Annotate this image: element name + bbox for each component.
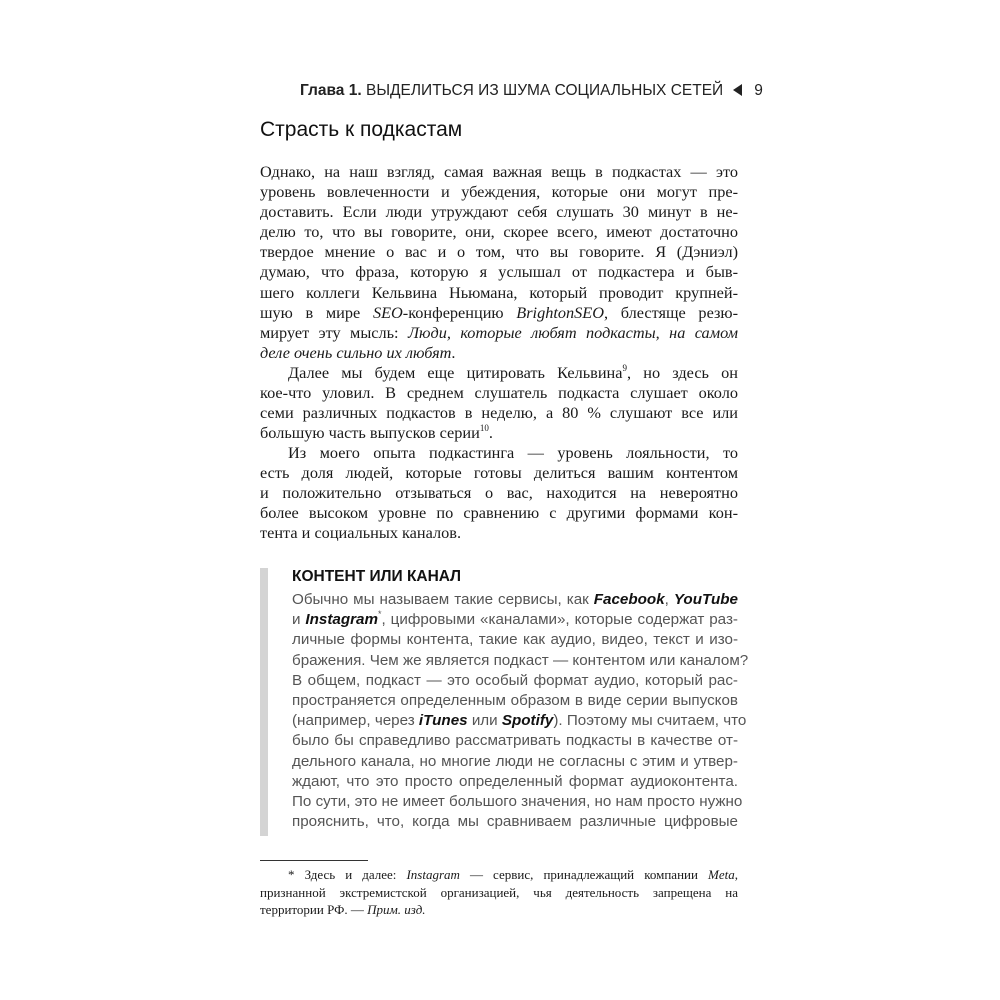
text-run: ). Поэтому мы считаем, что: [553, 712, 747, 730]
text-line: [260, 866, 738, 884]
text-run: пространяется определенным образом в виде серии выпусков: [292, 691, 738, 709]
text-line: [260, 182, 738, 202]
text-run: большую часть выпусков серии: [260, 423, 480, 443]
text-line: [260, 323, 738, 343]
paragraph-2: [260, 363, 738, 443]
text-line: [260, 202, 738, 222]
text-line: [292, 671, 738, 691]
text-line: [260, 901, 738, 919]
footnote-rule: [260, 860, 368, 861]
text-run: личные формы контента, такие как аудио, видео, текст и изо-: [292, 631, 738, 649]
sidebar-heading: КОНТЕНТ ИЛИ КАНАЛ: [292, 568, 462, 585]
text-run: Обычно мы называем такие сервисы, как: [292, 591, 594, 608]
text-line: [260, 162, 738, 182]
text-line: [292, 610, 738, 630]
text-line: [260, 303, 738, 323]
text-run: По сути, это не имеет большого значения, но нам просто нужно: [292, 792, 743, 810]
text-line: [260, 262, 738, 282]
text-line: [292, 691, 738, 711]
text-run: более высоком уровне по сравнению с другими формами кон-: [260, 503, 738, 523]
text-run: -конференцию: [402, 302, 517, 322]
text-run: Далее мы будем еще цитировать Кельвина: [288, 363, 623, 382]
text-line: [292, 630, 738, 650]
text-run: SEO: [372, 302, 403, 322]
text-run: и: [292, 611, 306, 629]
text-run: Из моего опыта подкастинга — уровень лояльности, то: [288, 443, 738, 462]
text-line: [260, 363, 738, 383]
text-run: семи различных подкастов в неделю, а 80 % слушают все или: [260, 403, 738, 423]
text-line: [260, 483, 738, 503]
text-line: [292, 812, 738, 832]
text-line: [292, 792, 743, 812]
text-run: BrightonSEO: [516, 302, 604, 322]
text-run: (например, через: [292, 712, 419, 730]
text-run: было бы справедливо рассматривать подкасты в качестве от-: [292, 732, 738, 750]
text-run: прояснить, что, когда мы сравниваем различные цифровые: [292, 813, 738, 831]
text-run: есть доля людей, которые готовы делиться вашим контентом: [260, 463, 738, 483]
text-line: [260, 884, 738, 902]
text-run: доставить. Если люди утруждают себя слушать 30 минут в не-: [260, 202, 738, 222]
text-line: [292, 731, 738, 751]
section-title: Страсть к подкастам: [260, 118, 463, 141]
text-run: * Здесь и далее:: [288, 867, 407, 882]
text-run: шую в мире: [260, 302, 373, 322]
text-run: Meta: [708, 867, 735, 882]
text-line: [260, 443, 738, 463]
text-line: [260, 222, 738, 242]
text-line: [260, 423, 738, 443]
paragraph-1: [260, 162, 738, 363]
text-run: В общем, подкаст — это особый формат аудио, который рас-: [292, 671, 738, 689]
page-number: 9: [754, 82, 763, 99]
footnote: [260, 866, 738, 919]
text-line: [260, 383, 738, 403]
text-run: ждают, что это просто определенный формат аудиоконтента.: [292, 772, 738, 790]
text-run: или: [467, 712, 502, 730]
chapter-title: ВЫДЕЛИТЬСЯ ИЗ ШУМА СОЦИАЛЬНЫХ СЕТЕЙ: [365, 82, 724, 99]
text-line: [260, 242, 738, 262]
text-run: Spotify: [501, 712, 554, 730]
text-run: кое-что уловил. В среднем слушатель подкаста слушает около: [260, 383, 738, 403]
text-run: , блестяще резю-: [604, 302, 739, 322]
text-run: дельного канала, но многие люди не согласны с этим и утвер-: [292, 752, 738, 770]
text-line: [292, 590, 738, 610]
text-run: .: [451, 342, 456, 362]
footnote-marker: 9: [622, 363, 627, 373]
text-line: [292, 772, 738, 792]
text-run: уровень вовлеченности и убеждения, которые они могут пре-: [260, 182, 738, 202]
text-run: YouTube: [673, 591, 738, 608]
text-run: признанной экстремистской организацией, чья деятельность запрещена на: [260, 884, 738, 900]
text-line: [260, 523, 738, 543]
text-run: территории РФ. —: [260, 902, 368, 917]
text-run: Однако, на наш взгляд, самая важная вещь в подкастах — это: [260, 162, 738, 181]
text-run: деле очень сильно их любят: [260, 342, 452, 362]
text-run: твердое мнение о вас и о том, что вы говорите. Я (Дэниэл): [260, 242, 738, 262]
text-line: [292, 711, 747, 731]
text-run: шего коллеги Кельвина Ньюмана, который проводит крупней-: [260, 282, 738, 302]
chapter-label: Глава 1.: [300, 82, 362, 99]
text-run: , но здесь он: [626, 363, 738, 382]
text-run: бражения. Чем же является подкаст — контентом или каналом?: [292, 651, 749, 669]
paragraph-3: [260, 443, 738, 543]
text-run: ,: [664, 591, 674, 608]
text-run: тента и социальных каналов.: [260, 523, 462, 543]
footnote-marker: *: [378, 609, 382, 620]
text-run: делю то, что вы говорите, они, скорее всего, имеют достаточно: [260, 222, 738, 242]
text-run: .: [488, 423, 493, 443]
text-run: мирует эту мысль:: [260, 322, 408, 342]
sidebar-accent-bar: [260, 568, 268, 836]
running-header: [300, 82, 763, 100]
text-line: [292, 752, 738, 772]
text-run: , цифровыми «каналами», которые содержат раз-: [381, 611, 738, 629]
sidebar-box: [292, 566, 749, 832]
triangle-left-icon: [733, 84, 742, 96]
text-run: iTunes: [418, 712, 468, 730]
text-line: [260, 343, 738, 363]
text-run: думаю, что фраза, которую я услышал от подкастера и быв-: [260, 262, 738, 282]
text-run: — сервис, принадлежащий компании: [459, 867, 709, 882]
text-run: ,: [734, 867, 738, 882]
text-line: [260, 503, 738, 523]
text-run: и положительно отзываться о вас, находится на невероятно: [260, 483, 738, 503]
text-line: [260, 463, 738, 483]
text-run: Facebook: [593, 591, 665, 608]
text-run: Instagram: [406, 867, 460, 882]
text-line: [260, 403, 738, 423]
text-run: Instagram: [305, 611, 378, 629]
footnote-marker: 10: [479, 423, 489, 434]
text-run: Люди, которые любят подкасты, на самом: [407, 322, 738, 342]
text-line: [292, 651, 749, 671]
text-line: [260, 283, 738, 303]
text-run: Прим. изд.: [367, 902, 426, 917]
